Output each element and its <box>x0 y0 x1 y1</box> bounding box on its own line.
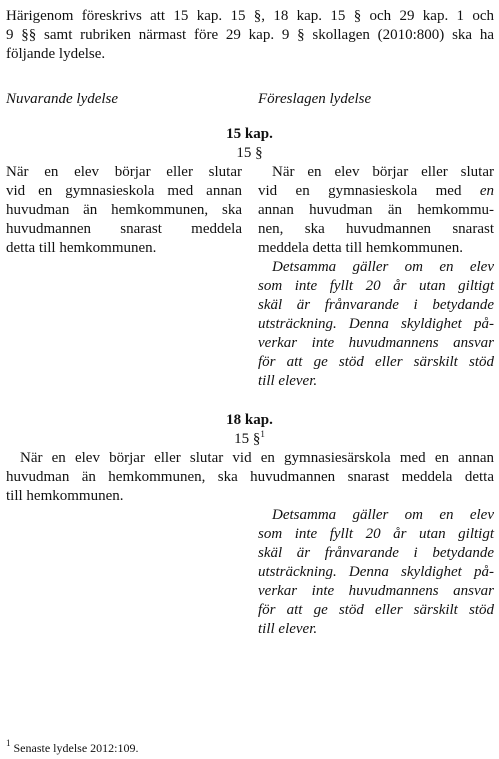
intro-line-1: Härigenom föreskrivs att 15 kap. 15 §, 18 kap. 15 § och 29 kap. 1 och <box>6 8 494 24</box>
footnote-text: Senaste lydelse 2012:109. <box>13 741 139 755</box>
proposed-text-15-kap-p2 <box>258 258 494 391</box>
body-line: När en elev börjar eller slutar vid en gymnasiesärskola med en annan <box>20 450 494 466</box>
proposed-text-15-kap-p1 <box>258 163 494 258</box>
proposed-line: utsträckning. Denna skyldighet på- <box>258 564 494 580</box>
body-line: till hemkommunen. <box>6 488 124 504</box>
proposed-line-text: vid en gymnasieskola med <box>258 183 480 199</box>
proposed-line: Detsamma gäller om en elev <box>272 507 494 523</box>
paragraph-number: 15 § <box>234 431 261 447</box>
proposed-text-18-kap-p2 <box>258 506 494 639</box>
footnote-reference[interactable]: 1 <box>260 429 265 439</box>
proposed-line: nen, ska huvudmannen snarast <box>258 221 494 237</box>
current-line: huvudman än hemkommunen, ska <box>6 202 242 218</box>
emphasized-word: en <box>479 183 494 199</box>
proposed-line <box>258 182 494 201</box>
proposed-line: som inte fyllt 20 år utan giltigt <box>258 278 494 294</box>
current-line: När en elev börjar eller slutar <box>6 164 242 180</box>
body-line: huvudman än hemkommunen, ska huvudmannen snarast meddela detta <box>6 469 494 485</box>
intro-line-2: 9 §§ samt rubriken närmast före 29 kap. 9 § skollagen (2010:800) ska ha <box>6 27 494 43</box>
proposed-line: skäl är frånvarande i betydande <box>258 545 494 561</box>
proposed-line: annan huvudman än hemkommu- <box>258 202 494 218</box>
proposed-wording-heading: Föreslagen lydelse <box>258 91 372 107</box>
proposed-line: Detsamma gäller om en elev <box>272 259 494 275</box>
intro-paragraph <box>6 7 494 64</box>
proposed-line: för att ge stöd eller särskilt stöd <box>258 354 494 370</box>
current-wording-heading: Nuvarande lydelse <box>6 91 119 107</box>
proposed-line: för att ge stöd eller särskilt stöd <box>258 602 494 618</box>
proposed-line: utsträckning. Denna skyldighet på- <box>258 316 494 332</box>
chapter-heading-18: 18 kap. <box>226 412 273 428</box>
proposed-line: verkar inte huvudmannens ansvar <box>258 335 494 351</box>
proposed-line: skäl är frånvarande i betydande <box>258 297 494 313</box>
current-line: huvudmannen snarast meddela <box>6 221 242 237</box>
intro-line-3: följande lydelse. <box>6 46 106 62</box>
current-line: detta till hemkommunen. <box>6 240 157 256</box>
paragraph-heading-18 <box>0 430 499 449</box>
proposed-line: verkar inte huvudmannens ansvar <box>258 583 494 599</box>
proposed-line: meddela detta till hemkommunen. <box>258 240 463 256</box>
proposed-line: som inte fyllt 20 år utan giltigt <box>258 526 494 542</box>
current-text-15-kap <box>6 163 242 258</box>
chapter-heading-15: 15 kap. <box>226 126 273 142</box>
proposed-line: till elever. <box>258 621 318 637</box>
footnote <box>6 738 139 755</box>
body-text-18-kap <box>6 449 494 506</box>
paragraph-heading-15: 15 § <box>236 145 263 161</box>
proposed-line: När en elev börjar eller slutar <box>272 164 494 180</box>
footnote-number: 1 <box>6 738 11 748</box>
current-line: vid en gymnasieskola med annan <box>6 183 242 199</box>
proposed-line: till elever. <box>258 373 318 389</box>
